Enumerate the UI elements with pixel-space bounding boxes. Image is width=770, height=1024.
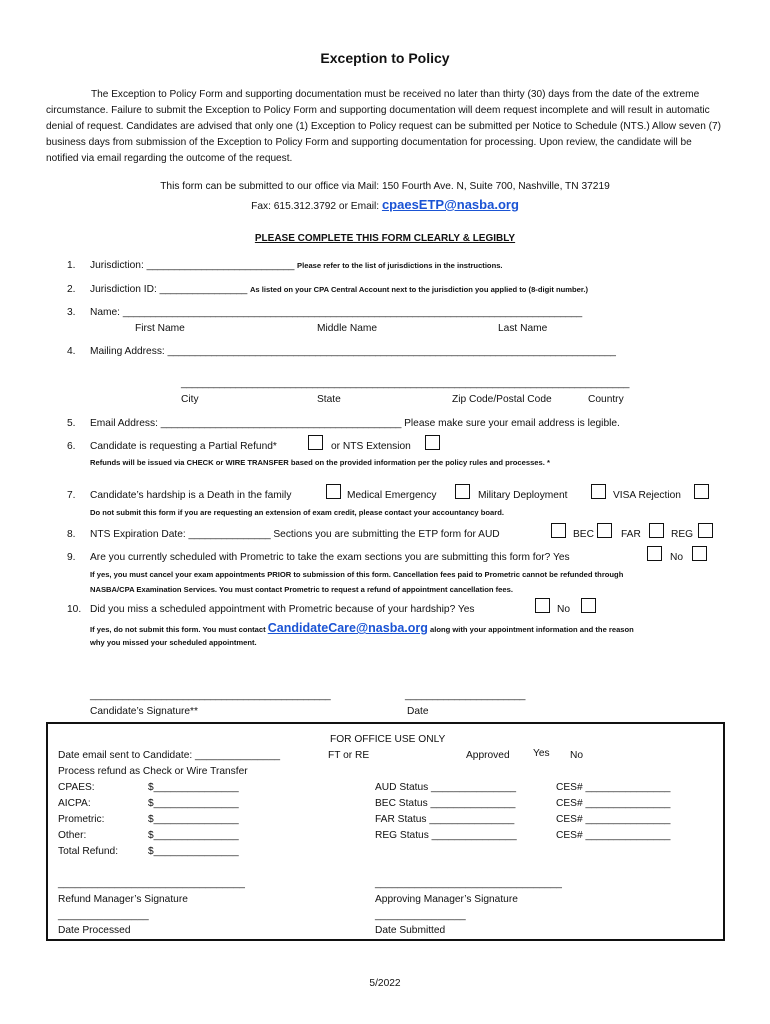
jurisdiction-id-row <box>90 284 588 295</box>
item-number-3: 3. <box>67 307 76 318</box>
process-refund-label: Process refund as Check or Wire Transfer <box>58 766 248 777</box>
date-submitted-label: Date Submitted <box>375 925 446 936</box>
item-number-6: 6. <box>67 441 76 452</box>
last-name-caption: Last Name <box>498 323 548 334</box>
missed-note-a: If yes, do not submit this form. You must contact <box>90 625 268 634</box>
item-number-1: 1. <box>67 260 76 271</box>
mailing-address-label: Mailing Address: <box>90 346 168 357</box>
sections-label: Sections you are submitting the ETP form for AUD <box>270 529 500 540</box>
jurisdiction-id-label: Jurisdiction ID: <box>90 284 160 295</box>
nts-expiration-label: NTS Expiration Date: <box>90 529 189 540</box>
military-deployment-checkbox[interactable] <box>591 484 606 499</box>
name-row <box>90 307 582 318</box>
item-number-9: 9. <box>67 552 76 563</box>
aicpa-label: AICPA: <box>58 798 91 809</box>
far-label: FAR <box>621 529 641 540</box>
total-refund-label: Total Refund: <box>58 846 119 857</box>
jurisdiction-field[interactable]: ___________________________ <box>146 260 295 271</box>
missed-no-label: No <box>557 604 571 615</box>
zip-caption: Zip Code/Postal Code <box>452 394 552 405</box>
name-label: Name: <box>90 307 123 318</box>
office-use-heading: FOR OFFICE USE ONLY <box>330 734 446 745</box>
refund-note: Refunds will be issued via CHECK or WIRE TRANSFER based on the provided information per the policy rules and processes. * <box>90 458 550 467</box>
missed-appointment-question: Did you miss a scheduled appointment with Prometric because of your hardship? Yes <box>90 604 475 615</box>
hardship-death-label: Candidate’s hardship is a Death in the family <box>90 490 292 501</box>
missed-note-line-1 <box>90 619 634 637</box>
aicpa-amount: $_______________ <box>148 798 239 809</box>
prometric-no-checkbox[interactable] <box>692 546 707 561</box>
bec-checkbox[interactable] <box>597 523 612 538</box>
city-caption: City <box>181 394 199 405</box>
aud-checkbox[interactable] <box>551 523 566 538</box>
ces-bec: CES# _______________ <box>556 798 671 809</box>
middle-name-caption: Middle Name <box>317 323 378 334</box>
far-status: FAR Status _______________ <box>375 814 515 825</box>
jurisdiction-id-field[interactable]: ________________ <box>159 284 248 295</box>
mailing-address-field[interactable]: __________________________________________________________________________________ <box>167 346 616 357</box>
signature-date-field[interactable]: ______________________ <box>405 690 526 701</box>
missed-no-checkbox[interactable] <box>581 598 596 613</box>
jurisdiction-id-note: As listed on your CPA Central Account next to the jurisdiction you applied to (8-digit number.) <box>249 285 589 294</box>
first-name-caption: First Name <box>135 323 185 334</box>
fax-prefix: Fax: 615.312.3792 or Email: <box>251 201 382 212</box>
partial-refund-label: Candidate is requesting a Partial Refund* <box>90 441 277 452</box>
candidate-signature-label: Candidate’s Signature** <box>90 706 198 717</box>
etp-email-link[interactable]: cpaesETP@nasba.org <box>381 197 519 212</box>
email-label: Email Address: <box>90 418 161 429</box>
jurisdiction-label: Jurisdiction: <box>90 260 147 271</box>
item-number-10: 10. <box>67 604 82 615</box>
missed-note-line-2: why you missed your scheduled appointment. <box>90 638 257 647</box>
approving-manager-line: _________________________________ <box>375 878 562 889</box>
bec-label: BEC <box>573 529 594 540</box>
prometric-no-label: No <box>670 552 684 563</box>
nts-extension-label: or NTS Extension <box>331 441 411 452</box>
ces-reg: CES# _______________ <box>556 830 671 841</box>
approved-yes: Yes <box>533 748 550 759</box>
intro-paragraph: The Exception to Policy Form and supporting documentation must be received no later than thirty (30) days from the date of the extreme circumstance. Failure to submit the Exception to Policy Form and supporting documentation will deem request incomplete and will result in automatic denial of request. Candidates are advised that only one (1) Exception to Policy request can be submitted per Notice to Schedule (NTS.) Allow seven (7) business days from submission of the Exception to Policy Form and supporting documentation for processing. Upon review, the candidate will be notified via email regarding the outcome of the request. <box>46 89 721 164</box>
extension-note: Do not submit this form if you are requesting an extension of exam credit, please contact your accountancy board. <box>90 508 504 517</box>
date-processed-label: Date Processed <box>58 925 131 936</box>
nts-row <box>90 529 500 540</box>
date-email-sent: Date email sent to Candidate: _______________ <box>58 750 281 761</box>
reg-checkbox[interactable] <box>698 523 713 538</box>
refund-manager-label: Refund Manager’s Signature <box>58 894 188 905</box>
total-refund-amount: $_______________ <box>148 846 239 857</box>
approved-label: Approved <box>466 750 510 761</box>
office-use-box <box>46 722 725 941</box>
item-number-4: 4. <box>67 346 76 357</box>
item-number-8: 8. <box>67 529 76 540</box>
jurisdiction-note: Please refer to the list of jurisdictions in the instructions. <box>297 261 503 270</box>
cpaes-label: CPAES: <box>58 782 95 793</box>
mailing-address-row <box>90 346 616 357</box>
far-checkbox[interactable] <box>649 523 664 538</box>
fax-email-line <box>0 197 770 212</box>
jurisdiction-row <box>90 260 503 271</box>
missed-yes-checkbox[interactable] <box>535 598 550 613</box>
refund-manager-line: _________________________________ <box>58 878 245 889</box>
mail-address-line: This form can be submitted to our office via Mail: 150 Fourth Ave. N, Suite 700, Nashville, TN 37219 <box>160 181 610 192</box>
country-caption: Country <box>588 394 624 405</box>
item-number-7: 7. <box>67 490 76 501</box>
mailing-address-field-2[interactable]: __________________________________________________________________________________ <box>181 378 630 389</box>
nts-expiration-field[interactable]: _______________ <box>188 529 271 540</box>
reg-label: REG <box>671 529 694 540</box>
ft-or-re: FT or RE <box>328 750 370 761</box>
candidate-care-email-link[interactable]: CandidateCare@nasba.org <box>267 621 428 635</box>
medical-emergency-checkbox[interactable] <box>455 484 470 499</box>
ces-aud: CES# _______________ <box>556 782 671 793</box>
approved-no: No <box>570 750 584 761</box>
email-note: Please make sure your email address is legible. <box>404 418 620 429</box>
prometric-note-line-1: If yes, you must cancel your exam appointments PRIOR to submission of this form. Cancellation fees paid to Prometric cannot be refunded through <box>90 570 624 579</box>
visa-rejection-label: VISA Rejection <box>613 490 681 501</box>
prometric-yes-checkbox[interactable] <box>647 546 662 561</box>
prometric-note-line-2: NASBA/CPA Examination Services. You must contact Prometric to request a refund of appointment cancellation fees. <box>90 585 513 594</box>
other-amount: $_______________ <box>148 830 239 841</box>
visa-rejection-checkbox[interactable] <box>694 484 709 499</box>
approving-manager-label: Approving Manager’s Signature <box>375 894 518 905</box>
prometric-label: Prometric: <box>58 814 105 825</box>
candidate-signature-field[interactable]: ____________________________________________ <box>90 690 331 701</box>
signature-date-label: Date <box>407 706 429 717</box>
revision-date: 5/2022 <box>369 978 401 989</box>
cpaes-amount: $_______________ <box>148 782 239 793</box>
nts-extension-checkbox[interactable] <box>425 435 440 450</box>
reg-status: REG Status _______________ <box>375 830 517 841</box>
state-caption: State <box>317 394 341 405</box>
item-number-2: 2. <box>67 284 76 295</box>
bec-status: BEC Status _______________ <box>375 798 516 809</box>
email-field[interactable]: ____________________________________________ <box>160 418 402 429</box>
date-processed-line: ________________ <box>58 910 149 921</box>
other-label: Other: <box>58 830 87 841</box>
partial-refund-checkbox[interactable] <box>308 435 323 450</box>
aud-status: AUD Status _______________ <box>375 782 517 793</box>
prometric-amount: $_______________ <box>148 814 239 825</box>
form-title: Exception to Policy <box>320 50 450 66</box>
prometric-question: Are you currently scheduled with Prometric to take the exam sections you are submitting this form for? Yes <box>90 552 570 563</box>
instruction-heading <box>0 233 770 244</box>
ces-far: CES# _______________ <box>556 814 671 825</box>
item-number-5: 5. <box>67 418 76 429</box>
death-in-family-checkbox[interactable] <box>326 484 341 499</box>
email-row <box>90 418 620 429</box>
medical-emergency-label: Medical Emergency <box>347 490 437 501</box>
instruction-text: PLEASE COMPLETE THIS FORM CLEARLY & LEGIBLY <box>254 233 516 244</box>
missed-note-b: along with your appointment information and the reason <box>427 625 634 634</box>
name-field[interactable]: ____________________________________________________________________________________ <box>122 307 582 318</box>
date-submitted-line: ________________ <box>375 910 466 921</box>
military-deployment-label: Military Deployment <box>478 490 568 501</box>
